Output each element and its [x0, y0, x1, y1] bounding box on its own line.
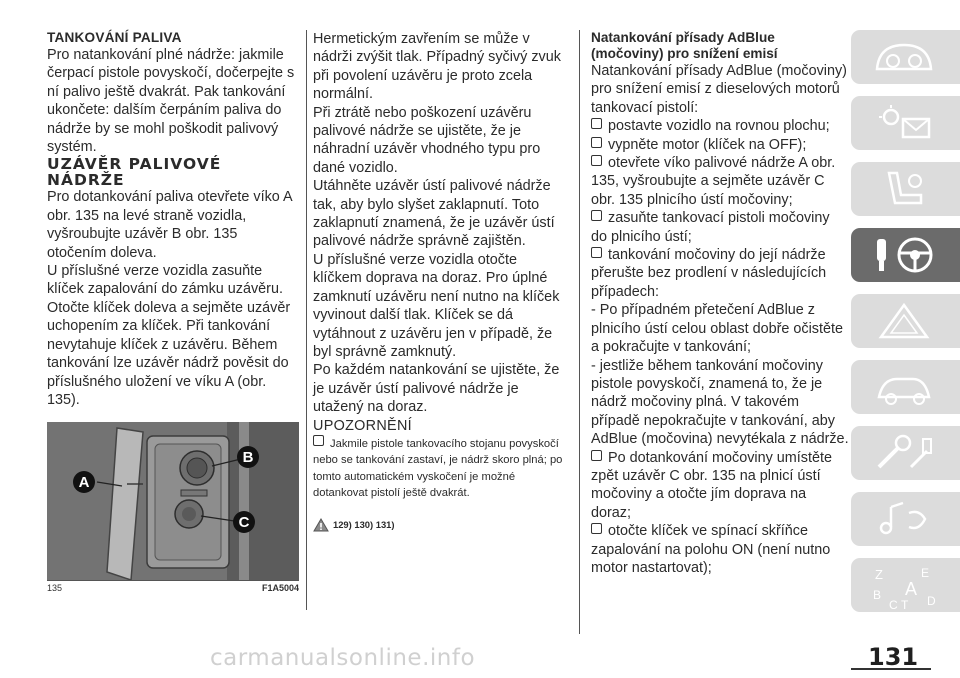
figure-number: 135: [47, 583, 63, 593]
list-item: tankování močoviny do její nádrže přerušte bez prodlení v následujících případech:: [591, 247, 827, 300]
adblue-sub-overflow: - Po případném přetečení AdBlue z plnicího ústí celou oblast dobře očistěte a pokračujte v tankování;: [591, 302, 843, 356]
tab-emergency[interactable]: [851, 294, 960, 348]
paragraph-key-lock: U příslušné verze vozidla otočte klíčkem doprava na doraz. Pro úplné zamknutí uzávěru není nutno na klíček vyvinout další tlak. Klíček se dá vytáhnout z uzávěru jen v případě, že byl správně zamknutý.: [313, 251, 560, 360]
list-item: Po dotankování močoviny umístěte zpět uzávěr C obr. 135 na plnicí ústí močoviny a otočte jím doprava na doraz;: [591, 449, 832, 521]
paragraph-replacement-cap: Při ztrátě nebo poškození uzávěru palivové nádrže se ujistěte, že je náhradní uzávěr vhodného typu pro dané vozidlo.: [313, 104, 541, 176]
list-item: zasuňte tankovací pistoli močoviny do plnicího ústí;: [591, 210, 830, 245]
column-1: [47, 30, 299, 409]
tab-dashboard[interactable]: [851, 30, 960, 84]
multimedia-icon: [869, 499, 939, 539]
index-letters-icon: [869, 565, 949, 611]
warning-lights-icon: [869, 103, 939, 143]
tab-starting-driving[interactable]: [851, 228, 960, 282]
warning-triangle-icon: [313, 518, 329, 532]
warning-refs: 129) 130) 131): [313, 516, 568, 534]
tab-safety[interactable]: [851, 162, 960, 216]
svg-text:B: B: [242, 449, 254, 466]
paragraph-tighten-cap: Utáhněte uzávěr ústí palivové nádrže tak, aby bylo slyšet zaklapnutí. Toto zaklapnutí znamená, že je uzávěr ústí palivové nádrže správně zajištěn.: [313, 178, 555, 250]
tab-index[interactable]: [851, 558, 960, 612]
checkbox-icon: [591, 523, 602, 534]
figure-label-a: [73, 471, 95, 493]
watermark: carmanualsonline.info: [210, 645, 476, 671]
tab-multimedia[interactable]: [851, 492, 960, 546]
warning-title: UPOZORNĚNÍ: [313, 417, 412, 434]
column-3: [591, 30, 849, 577]
column-2: [313, 30, 568, 534]
svg-text:C: C: [889, 598, 898, 611]
checkbox-icon: [313, 435, 324, 446]
svg-text:T: T: [901, 598, 909, 611]
svg-text:B: B: [873, 588, 882, 602]
seat-safety-icon: [869, 169, 939, 209]
figure-label-c: [233, 511, 255, 533]
svg-text:D: D: [927, 594, 936, 608]
column-divider-1: [306, 30, 307, 610]
figure-label-b: [237, 446, 259, 468]
chapter-sidebar: [851, 30, 960, 620]
page-number: 131: [868, 643, 919, 671]
checkbox-icon: [591, 118, 602, 129]
figure-caption-rule: [47, 580, 299, 581]
dashboard-icon: [869, 37, 939, 77]
checkbox-icon: [591, 155, 602, 166]
adblue-title: Natankování přísady AdBlue (močoviny) pro snížení emisí: [591, 30, 778, 61]
svg-text:E: E: [921, 566, 930, 580]
figure-fuel-filler: [47, 422, 299, 580]
svg-text:A: A: [905, 579, 918, 599]
tab-technical-data[interactable]: [851, 426, 960, 480]
tools-icon: [869, 433, 939, 473]
warning-text: Jakmile pistole tankovacího stojanu povyskočí nebo se tankování zastaví, je nádrž skoro plná; po tomto automatickém vyskočení je možné dotankovat pistolí ještě dvakrát.: [313, 435, 568, 502]
list-item: otevřete víko palivové nádrže A obr. 135, vyšroubujte a sejměte uzávěr C obr. 135 plnicího ústí močoviny;: [591, 155, 836, 208]
section-title-fuel: TANKOVÁNÍ PALIVA: [47, 30, 182, 45]
fuel-cap-text-2: U příslušné verze vozidla zasuňte klíček zapalování do zámku uzávěru. Otočte klíček doleva a sejměte uzávěr uchopením za klíček. Při tankování nevytahuje klíček z uzávěru. Během tankování lze uzávěr nádrž pověsit do příslušného uložení ve víku A (obr. 135).: [47, 263, 291, 408]
column-divider-2: [579, 30, 580, 634]
tab-warning-lights[interactable]: [851, 96, 960, 150]
adblue-sub-full: - jestliže během tankování močoviny pistole povyskočí, znamená to, že je nádrž močoviny plná. V takovém případě nepokračujte v tankování, aby AdBlue (močovina) nevytékala z nádrže.: [591, 357, 849, 448]
tab-maintenance[interactable]: [851, 360, 960, 414]
svg-text:A: A: [78, 474, 90, 491]
paragraph-check-cap: Po každém natankování se ujistěte, že je uzávěr ústí palivové nádrže je utažený na doraz.: [313, 362, 560, 416]
checkbox-icon: [591, 137, 602, 148]
list-item: otočte klíček ve spínací skříňce zapalování na polohu ON (není nutno motor nastartovat);: [591, 523, 831, 576]
list-item: postavte vozidlo na rovnou plochu;: [591, 117, 849, 135]
figure-code: F1A5004: [262, 583, 300, 593]
svg-text:C: C: [238, 514, 250, 531]
checkbox-icon: [591, 247, 602, 258]
checkbox-icon: [591, 450, 602, 461]
list-item: vypněte motor (klíček na OFF);: [591, 136, 849, 154]
checkbox-icon: [591, 210, 602, 221]
fuel-filler-illustration: [47, 422, 299, 580]
emergency-triangle-icon: [869, 301, 939, 341]
paragraph-pressure: Hermetickým zavřením se může v nádrži zvýšit tlak. Případný syčivý zvuk při povolení uzávěru je proto zcela normální.: [313, 31, 561, 103]
page-number-rule: [851, 668, 931, 670]
fuel-cap-text-1: Pro dotankování paliva otevřete víko A obr. 135 na levé straně vozidla, vyšroubujte uzávěr B obr. 135 otočením doleva.: [47, 189, 292, 261]
maintenance-icon: [869, 367, 939, 407]
adblue-intro: Natankování přísady AdBlue (močoviny) pro snížení emisí z dieselových motorů tankovací pistolí:: [591, 63, 847, 116]
svg-text:Z: Z: [875, 567, 883, 582]
section-title-fuel-cap: UZÁVĚR PALIVOVÉ NÁDRŽE: [47, 155, 222, 190]
key-steering-wheel-icon: [869, 235, 939, 275]
section-text-fuel: Pro natankování plné nádrže: jakmile čerpací pistole povyskočí, dočerpejte s ní palivo ještě dvakrát. Pak tankování ukončete: dalším čerpáním paliva do nádrže by se mohl poškodit palivový systém.: [47, 47, 295, 156]
